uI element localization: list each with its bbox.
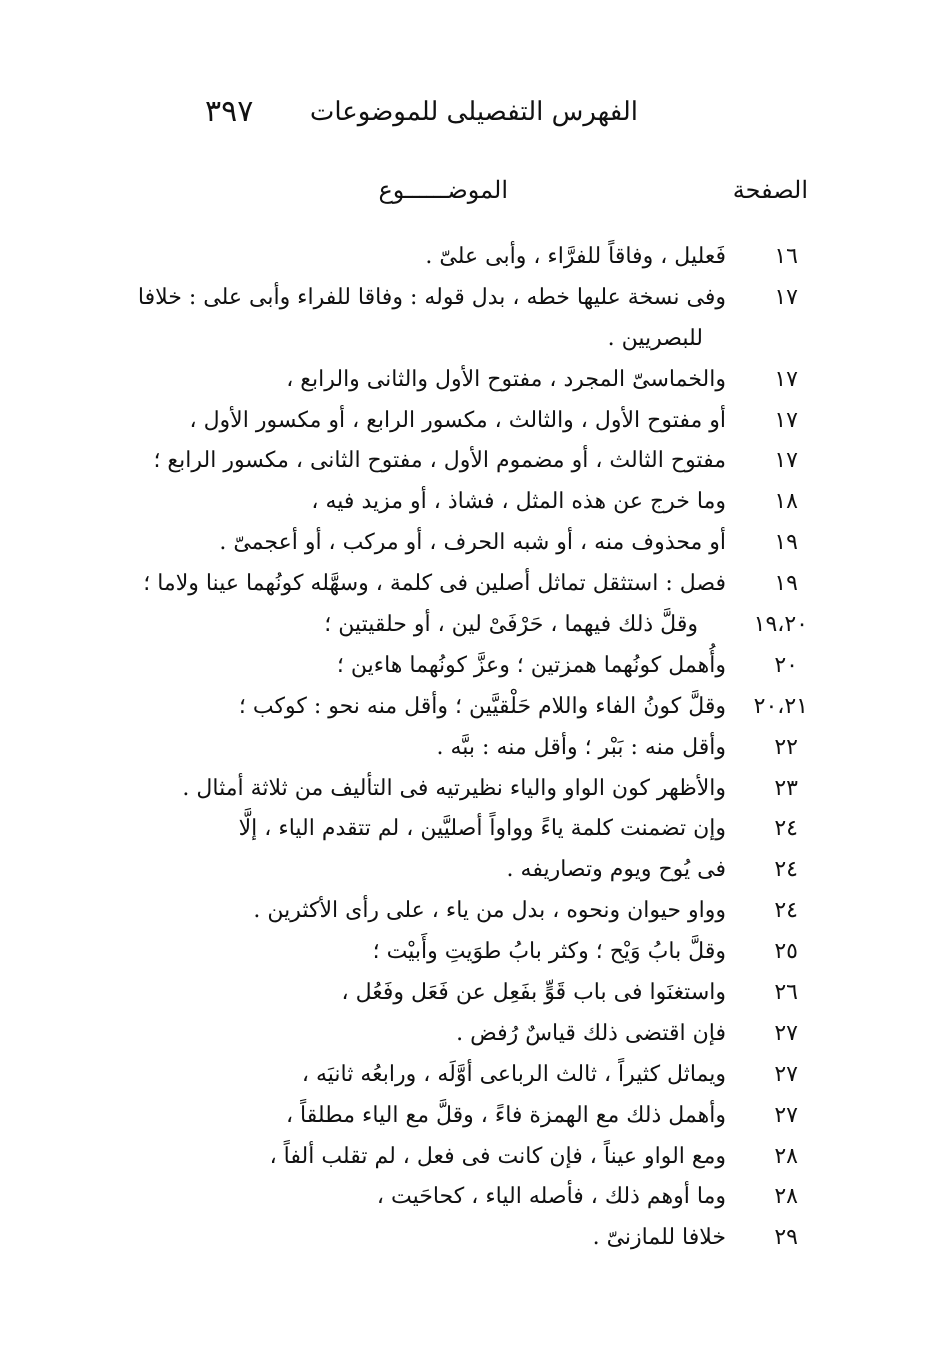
index-entry bbox=[0, 809, 938, 850]
running-header bbox=[0, 92, 938, 132]
index-entry bbox=[0, 360, 938, 401]
entry-text: وأهمل ذلك مع الهمزة فاءً ، وقلَّ مع الياء مطلقاً ، bbox=[285, 1102, 726, 1128]
index-entry bbox=[0, 1014, 938, 1055]
entry-text: فى يُوح ويوم وتصاريفه . bbox=[506, 857, 726, 883]
index-entry bbox=[0, 1096, 938, 1137]
index-entry bbox=[0, 237, 938, 278]
entry-text: خلافا للمازنىّ . bbox=[592, 1225, 726, 1251]
entry-text: وقلَّ بابُ وَيْح ؛ وكثر بابُ طوَيتِ وأَبيْت ؛ bbox=[372, 939, 726, 965]
index-entry bbox=[0, 932, 938, 973]
index-entry bbox=[0, 1218, 938, 1259]
index-entry bbox=[0, 850, 938, 891]
entry-page-number: ٢٥ bbox=[774, 939, 798, 965]
entry-page-number: ١٧ bbox=[774, 407, 798, 433]
index-entry bbox=[0, 278, 938, 319]
entry-text: أو محذوف منه ، أو شبه الحرف ، أو مركب ، أو أعجمىّ . bbox=[219, 530, 726, 556]
entry-page-number: ٢٤ bbox=[774, 857, 798, 883]
entry-text: للبصريين . bbox=[607, 325, 703, 351]
entry-page-number: ٢٨ bbox=[774, 1143, 798, 1169]
entry-text: والخماسىّ المجرد ، مفتوح الأول والثانى والرابع ، bbox=[286, 366, 726, 392]
index-entry bbox=[0, 441, 938, 482]
entry-page-number: ١٧ bbox=[774, 448, 798, 474]
index-entry bbox=[0, 605, 938, 646]
entry-text: ومع الواو عيناً ، فإن كانت فى فعل ، لم تقلب ألفاً ، bbox=[269, 1143, 726, 1169]
entry-page-number: ٢٧ bbox=[774, 1061, 798, 1087]
entry-text: وما خرج عن هذه المثل ، فشاذ ، أو مزيد فيه ، bbox=[311, 489, 726, 515]
entry-page-number: ١٧ bbox=[774, 284, 798, 310]
index-entry bbox=[0, 728, 938, 769]
index-entry bbox=[0, 1055, 938, 1096]
topic-column-heading: الموضــــــوع bbox=[378, 176, 508, 204]
entry-text: وإن تضمنت كلمة ياءً وواواً أصليَّين ، لم تتقدم الياء ، إلَّا bbox=[238, 816, 726, 842]
entry-text: وقلَّ كونُ الفاء واللام حَلْقيَّين ؛ وأقل منه نحو : كوكب ؛ bbox=[238, 693, 726, 719]
entry-page-number: ١٨ bbox=[774, 489, 798, 515]
entry-page-number: ٢٧ bbox=[774, 1102, 798, 1128]
entry-page-number: ٢٠ bbox=[774, 652, 798, 678]
entry-page-number: ٢٩ bbox=[774, 1225, 798, 1251]
index-entry bbox=[0, 564, 938, 605]
entry-text: فصل : استثقل تماثل أصلين فى كلمة ، وسهَّله كونُهما عينا ولاما ؛ bbox=[143, 571, 726, 597]
entry-page-number: ٢٨ bbox=[774, 1184, 798, 1210]
entry-page-number: ٢٧ bbox=[774, 1020, 798, 1046]
page-column-heading: الصفحة bbox=[732, 176, 808, 204]
index-entries bbox=[0, 237, 938, 1259]
entry-text: وأُهمل كونُهما همزتين ؛ وعزَّ كونُهما هاءين ؛ bbox=[336, 652, 726, 678]
entry-text: فَعليل ، وفاقاً للفرَّاء ، وأبى علىّ . bbox=[425, 244, 726, 269]
entry-text: وواو حيوان ونحوه ، بدل من ياء ، على رأى الأكثرين . bbox=[253, 898, 726, 924]
entry-page-number: ١٧ bbox=[774, 366, 798, 392]
entry-page-number: ٢٣ bbox=[774, 775, 798, 801]
entry-text: وقلَّ ذلك فيهما ، حَرْفَىْ لين ، أو حلقيتين ؛ bbox=[324, 612, 698, 638]
entry-page-number: ٢٤ bbox=[774, 898, 798, 924]
running-title: الفهرس التفصيلى للموضوعات bbox=[309, 97, 638, 127]
page-number: ٣٩٧ bbox=[205, 94, 254, 129]
index-entry bbox=[0, 482, 938, 523]
index-entry bbox=[0, 1137, 938, 1178]
index-entry bbox=[0, 891, 938, 932]
index-entry bbox=[0, 769, 938, 810]
index-entry bbox=[0, 523, 938, 564]
entry-page-number: ٢٠،٢١ bbox=[753, 693, 808, 719]
index-entry bbox=[0, 973, 938, 1014]
entry-text: ويماثل كثيراً ، ثالث الرباعى أوَّلَه ، ورابعُه ثانيَه ، bbox=[301, 1061, 726, 1087]
entry-text: والأظهر كون الواو والياء نظيرتيه فى التأليف من ثلاثة أمثال . bbox=[182, 775, 726, 801]
index-entry-continuation bbox=[0, 319, 938, 360]
entry-page-number: ٢٤ bbox=[774, 816, 798, 842]
index-entry bbox=[0, 687, 938, 728]
index-entry bbox=[0, 401, 938, 442]
index-entry bbox=[0, 646, 938, 687]
entry-page-number: ١٩ bbox=[774, 571, 798, 597]
entry-text: وما أوهم ذلك ، فأصله الياء ، كحاحَيت ، bbox=[376, 1184, 726, 1210]
entry-text: واستغنَوا فى باب قَوٍّ بفَعِل عن فَعَل وفَعُل ، bbox=[341, 980, 726, 1006]
entry-text: أو مفتوح الأول ، والثالث ، مكسور الرابع ، أو مكسور الأول ، bbox=[189, 407, 726, 433]
index-entry bbox=[0, 1177, 938, 1218]
entry-text: وفى نسخة عليها خطه ، بدل قوله : وفاقا للفراء وأبى على : خلافا bbox=[137, 284, 726, 310]
entry-page-number: ٢٢ bbox=[774, 734, 798, 760]
entry-page-number: ١٩ bbox=[774, 530, 798, 556]
entry-page-number: ١٩،٢٠ bbox=[753, 612, 808, 638]
entry-text: فإن اقتضى ذلك قياسٌ رُفض . bbox=[456, 1020, 726, 1046]
entry-page-number: ١٦ bbox=[774, 244, 798, 269]
entry-page-number: ٢٦ bbox=[774, 980, 798, 1006]
entry-text: مفتوح الثالث ، أو مضموم الأول ، مفتوح الثانى ، مكسور الرابع ؛ bbox=[153, 448, 726, 474]
entry-text: وأقل منه : بَبْر ؛ وأقل منه : ببَّه . bbox=[436, 734, 726, 760]
